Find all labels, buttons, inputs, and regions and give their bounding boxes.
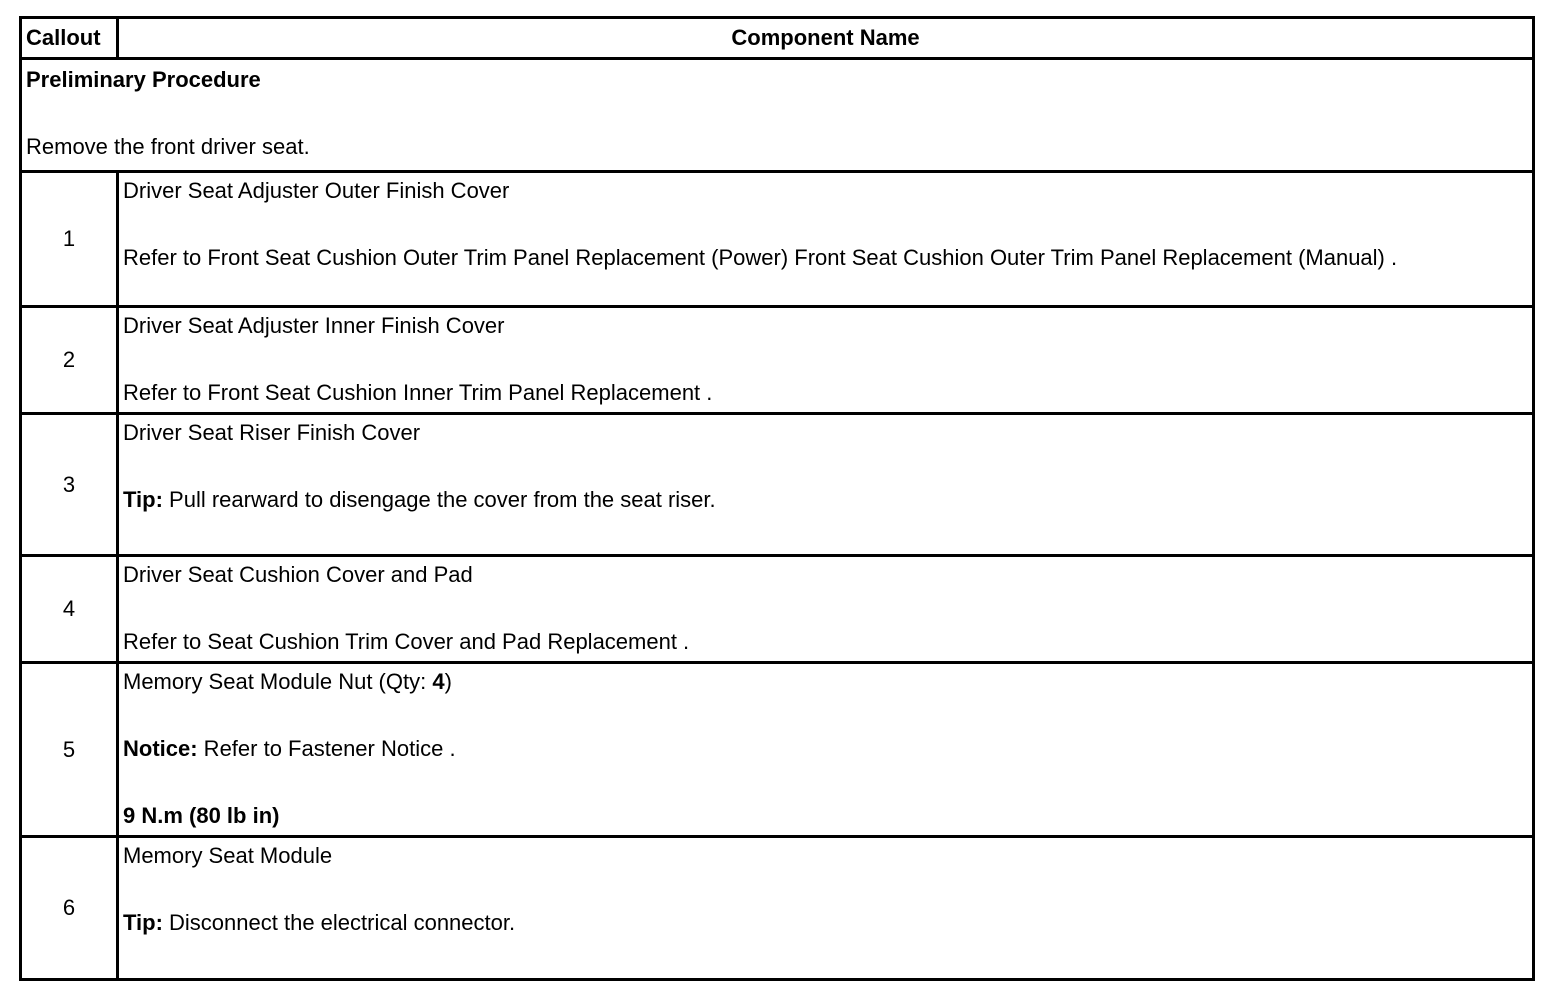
component-cell	[118, 307, 1534, 414]
name-prefix: Memory Seat Module Nut (Qty:	[123, 669, 433, 694]
component-name: Driver Seat Riser Finish Cover	[123, 420, 421, 445]
component-cell	[118, 837, 1534, 980]
preliminary-title: Preliminary Procedure	[26, 67, 261, 92]
component-name: Driver Seat Cushion Cover and Pad	[123, 562, 473, 587]
name-suffix: )	[444, 669, 452, 694]
notice-text: Refer to Fastener Notice .	[197, 736, 456, 761]
quantity-value: 4	[432, 669, 445, 694]
table-row	[21, 837, 1534, 980]
component-detail: Refer to Front Seat Cushion Inner Trim Panel Replacement .	[123, 380, 713, 405]
tip-line	[123, 486, 1528, 514]
tip-text: Disconnect the electrical connector.	[162, 910, 516, 935]
tip-label: Tip:	[123, 487, 163, 512]
callout-header: Callout	[21, 18, 118, 59]
callout-number: 2	[21, 307, 118, 414]
component-cell	[118, 556, 1534, 663]
callout-number: 6	[21, 837, 118, 980]
table-row	[21, 307, 1534, 414]
table-row	[21, 172, 1534, 307]
component-name: Driver Seat Adjuster Inner Finish Cover	[123, 313, 505, 338]
callout-number: 1	[21, 172, 118, 307]
notice-label: Notice:	[123, 736, 198, 761]
table-row	[21, 414, 1534, 556]
table-row	[21, 556, 1534, 663]
notice-line	[123, 735, 1528, 763]
preliminary-text: Remove the front driver seat.	[26, 134, 310, 159]
table-row	[21, 663, 1534, 837]
preliminary-row	[21, 59, 1534, 172]
component-cell	[118, 414, 1534, 556]
component-detail: Refer to Front Seat Cushion Outer Trim Panel Replacement (Power) Front Seat Cushion Outer Trim Panel Replacement (Manual) .	[123, 245, 1398, 270]
component-name	[123, 668, 1528, 696]
callout-number: 4	[21, 556, 118, 663]
component-cell	[118, 172, 1534, 307]
component-name-header: Component Name	[118, 18, 1534, 59]
callout-number: 3	[21, 414, 118, 556]
callout-number: 5	[21, 663, 118, 837]
tip-line	[123, 909, 1528, 937]
tip-label: Tip:	[123, 910, 163, 935]
component-table	[19, 16, 1535, 981]
component-name: Driver Seat Adjuster Outer Finish Cover	[123, 178, 510, 203]
torque-spec: 9 N.m (80 lb in)	[123, 803, 280, 828]
component-cell	[118, 663, 1534, 837]
component-name: Memory Seat Module	[123, 843, 333, 868]
component-detail: Refer to Seat Cushion Trim Cover and Pad Replacement .	[123, 629, 690, 654]
preliminary-cell	[21, 59, 1534, 172]
header-row	[21, 18, 1534, 59]
tip-text: Pull rearward to disengage the cover from the seat riser.	[162, 487, 716, 512]
